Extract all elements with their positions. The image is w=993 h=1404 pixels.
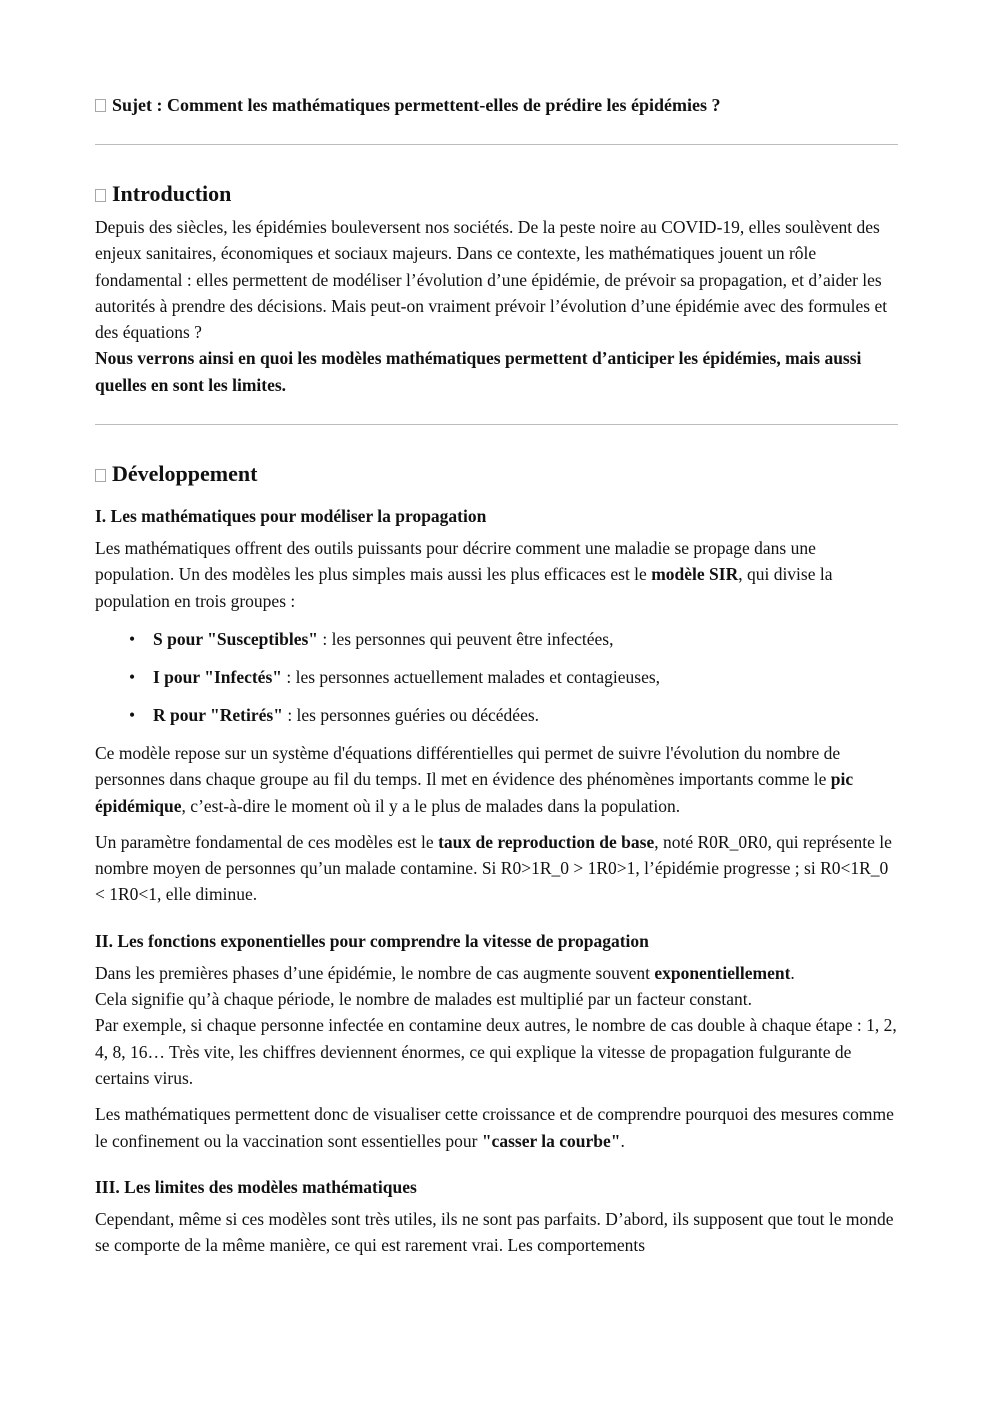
- introduction-heading: Introduction: [95, 179, 898, 209]
- part1-paragraph2: Ce modèle repose sur un système d'équations différentielles qui permet de suivre l'évolution du nombre de personnes dans chaque groupe au fil du temps. Il met en évidence des phénomènes importants comme le pic épidémique, c’est-à-dire le moment où il y a le plus de malades dans la population.: [95, 742, 854, 816]
- document-content: [95, 92, 898, 1258]
- part2-title: II. Les fonctions exponentielles pour comprendre la vitesse de propagation: [95, 930, 649, 951]
- chart-icon: [95, 469, 106, 482]
- divider: [95, 424, 898, 425]
- part2-paragraph2: Les mathématiques permettent donc de visualiser cette croissance et de comprendre pourquoi des mesures comme le confinement ou la vaccination sont essentielles pour "casser la courbe".: [95, 1104, 894, 1151]
- subject-line: [95, 92, 898, 118]
- part2-paragraph1: Dans les premières phases d’une épidémie, le nombre de cas augmente souvent exponentiellement. Cela signifie qu’à chaque période, le nombre de malades est multiplié par un facteur constant. Par exemple, si chaque personne infectée en contamine deux autres, le nombre de cas double à chaque étape : 1, 2, 4, 8, 16… Très vite, les chiffres deviennent énormes, ce qui explique la vitesse de propagation fulgurante de certains virus.: [95, 962, 897, 1088]
- book-icon: [95, 189, 106, 202]
- part1-paragraph3: Un paramètre fondamental de ces modèles est le taux de reproduction de base, noté R0R_0R0, qui représente le nombre moyen de personnes qu’un malade contamine. Si R0>1R_0 > 1R0>1, l’épidémie progresse ; si R0<1R_0 < 1R0<1, elle diminue.: [95, 831, 892, 905]
- introduction-paragraph: Depuis des siècles, les épidémies bouleversent nos sociétés. De la peste noire au COVID-19, elles soulèvent des enjeux sanitaires, économiques et sociaux majeurs. Dans ce contexte, les mathématiques jouent un rôle fondamental : elles permettent de modéliser l’évolution d’une épidémie, de prévoir sa propagation, et d’aider les autorités à prendre des décisions. Mais peut-on vraiment prévoir l’évolution d’une épidémie avec des formules et des équations ? Nous verrons ainsi en quoi les modèles mathématiques permettent d’anticiper les épidémies, mais aussi quelles en sont les limites.: [95, 217, 888, 395]
- part3-title: III. Les limites des modèles mathématiques: [95, 1176, 417, 1197]
- sir-list: [95, 626, 898, 728]
- part1-paragraph1: Les mathématiques offrent des outils puissants pour décrire comment une maladie se propage dans une population. Un des modèles les plus simples mais aussi les plus efficaces est le modèle SIR, qui divise la population en trois groupes :: [95, 538, 833, 611]
- list-item: • R pour "Retirés" : les personnes guéries ou décédées.: [153, 702, 898, 728]
- development-heading: Développement: [95, 459, 898, 489]
- list-item: • I pour "Infectés" : les personnes actuellement malades et contagieuses,: [153, 664, 898, 690]
- divider: [95, 144, 898, 145]
- list-item: • S pour "Susceptibles" : les personnes qui peuvent être infectées,: [153, 626, 898, 652]
- problematique: Nous verrons ainsi en quoi les modèles mathématiques permettent d’anticiper les épidémies, mais aussi quelles en sont les limites.: [95, 348, 862, 395]
- part3-paragraph1: Cependant, même si ces modèles sont très utiles, ils ne sont pas parfaits. D’abord, ils supposent que tout le monde se comporte de la même manière, ce qui est rarement vrai. Les comportements: [95, 1208, 894, 1256]
- part1-title: I. Les mathématiques pour modéliser la propagation: [95, 506, 487, 527]
- subject-text: Sujet : Comment les mathématiques permettent-elles de prédire les épidémies ?: [112, 95, 721, 115]
- pin-icon: [95, 99, 106, 112]
